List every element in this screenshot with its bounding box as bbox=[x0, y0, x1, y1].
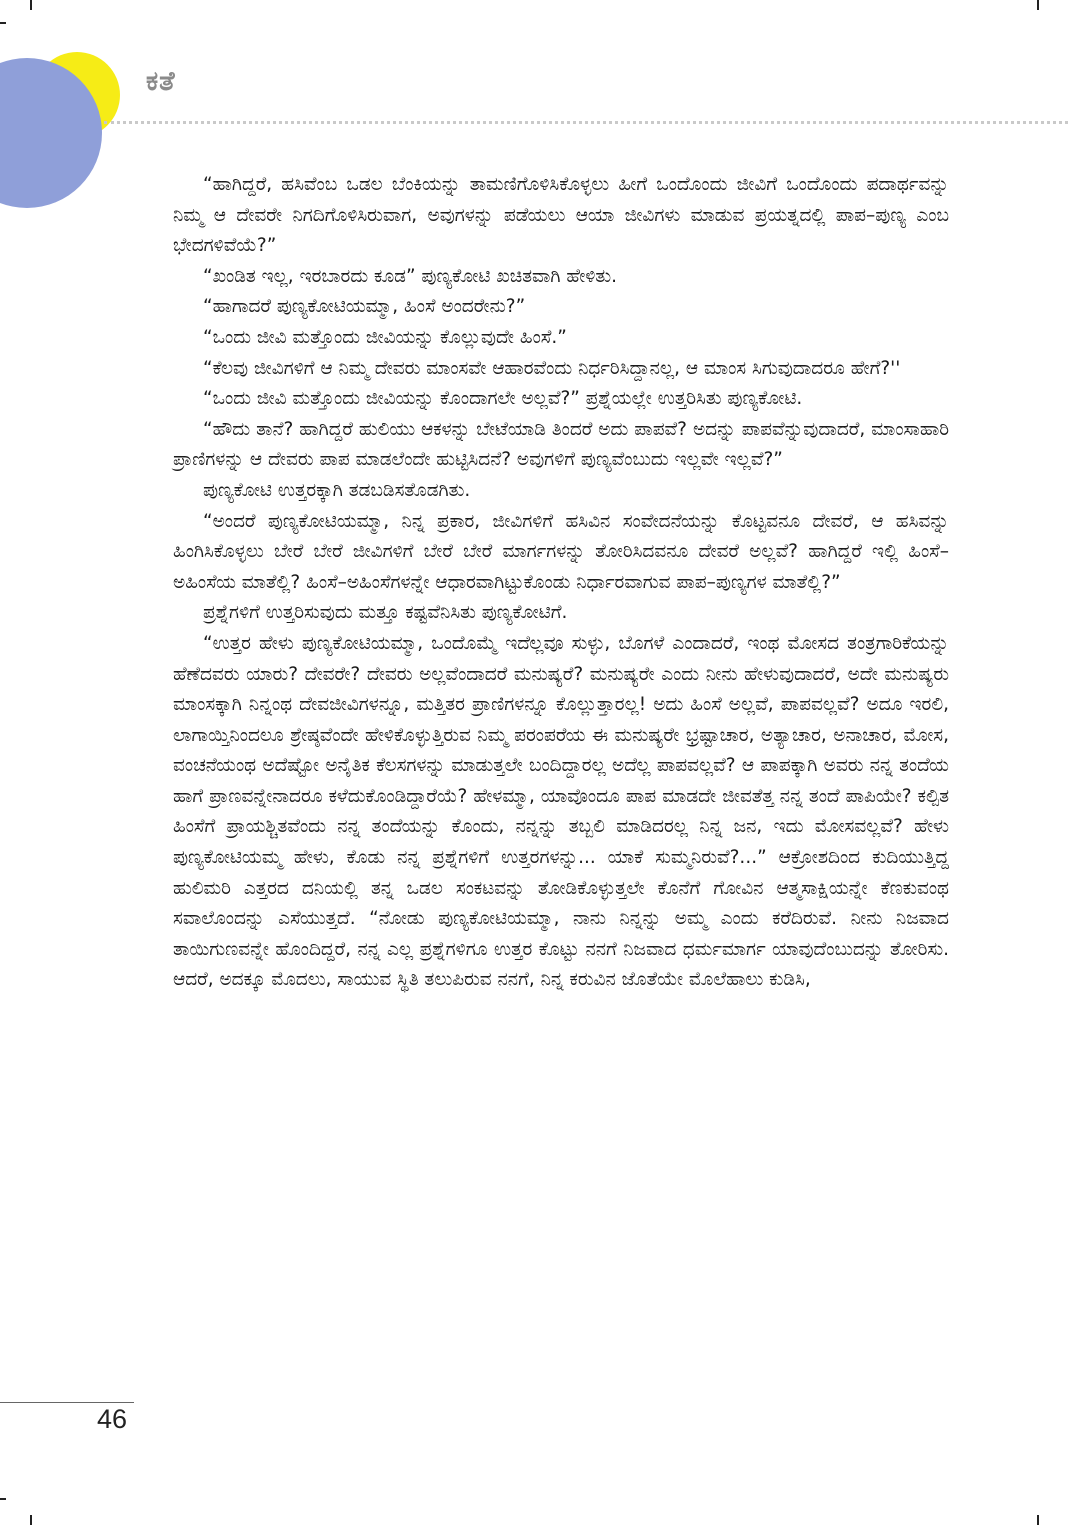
paragraph: “ಕೆಲವು ಜೀವಿಗಳಿಗೆ ಆ ನಿಮ್ಮ ದೇವರು ಮಾಂಸವೇ ಆಹಾರವೆಂದು ನಿರ್ಧರಿಸಿದ್ದಾನಲ್ಲ, ಆ ಮಾಂಸ ಸಿಗುವುದಾದರೂ ಹೇಗೆ?'' bbox=[203, 357, 901, 379]
crop-mark-top-right-v bbox=[1037, 0, 1039, 10]
dotted-divider bbox=[104, 121, 1068, 124]
story-text bbox=[173, 170, 949, 996]
page-number: 46 bbox=[97, 1404, 128, 1434]
crop-mark-top-left-h bbox=[0, 22, 6, 24]
crop-mark-top-left-v bbox=[30, 0, 32, 10]
paragraph: “ಒಂದು ಜೀವಿ ಮತ್ತೊಂದು ಜೀವಿಯನ್ನು ಕೊಂದಾಗಲೇ ಅಲ್ಲವೆ?” ಪ್ರಶ್ನೆಯಲ್ಲೇ ಉತ್ತರಿಸಿತು ಪುಣ್ಯಕೋಟಿ. bbox=[203, 388, 803, 410]
paragraph: ಪ್ರಶ್ನೆಗಳಿಗೆ ಉತ್ತರಿಸುವುದು ಮತ್ತೂ ಕಷ್ಟವೆನಿಸಿತು ಪುಣ್ಯಕೋಟಿಗೆ. bbox=[203, 602, 568, 624]
paragraph: “ಉತ್ತರ ಹೇಳು ಪುಣ್ಯಕೋಟಿಯಮ್ಮಾ, ಒಂದೊಮ್ಮೆ ಇದೆಲ್ಲವೂ ಸುಳ್ಳು, ಬೊಗಳೆ ಎಂದಾದರೆ, ಇಂಥ ಮೋಸದ ತಂತ್ರಗಾರಿಕೆಯನ್ನು ಹೆಣೆದವರು ಯಾರು? ದೇವರೇ? ದೇವರು ಅಲ್ಲವೆಂದಾದರೆ ಮನುಷ್ಯರೆ? ಮನುಷ್ಯರೇ ಎಂದು ನೀನು ಹೇಳುವುದಾದರೆ, ಅದೇ ಮನುಷ್ಯರು ಮಾಂಸಕ್ಕಾಗಿ ನಿನ್ನಂಥ ದೇವಜೀವಿಗಳನ್ನೂ, ಮತ್ತಿತರ ಪ್ರಾಣಿಗಳನ್ನೂ ಕೊಲ್ಲುತ್ತಾರಲ್ಲ! ಅದು ಹಿಂಸೆ ಅಲ್ಲವೆ, ಪಾಪವಲ್ಲವೆ? ಅದೂ ಇರಲಿ, ಲಾಗಾಯ್ತಿನಿಂದಲೂ ಶ್ರೇಷ್ಠವೆಂದೇ ಹೇಳಿಕೊಳ್ಳುತ್ತಿರುವ ನಿಮ್ಮ ಪರಂಪರೆಯ ಈ ಮನುಷ್ಯರೇ ಭ್ರಷ್ಟಾಚಾರ, ಅತ್ಯಾಚಾರ, ಅನಾಚಾರ, ಮೋಸ, ವಂಚನೆಯಂಥ ಅದೆಷ್ಟೋ ಅನೈತಿಕ ಕೆಲಸಗಳನ್ನು ಮಾಡುತ್ತಲೇ ಬಂದಿದ್ದಾರಲ್ಲ ಅದೆಲ್ಲ ಪಾಪವಲ್ಲವೆ? ಆ ಪಾಪಕ್ಕಾಗಿ ಅವರು ನನ್ನ ತಂದೆಯ ಹಾಗೆ ಪ್ರಾಣವನ್ನೇನಾದರೂ ಕಳೆದುಕೊಂಡಿದ್ದಾರೆಯೆ? ಹೇಳಮ್ಮಾ, ಯಾವೊಂದೂ ಪಾಪ ಮಾಡದೇ ಜೀವತೆತ್ತ ನನ್ನ ತಂದೆ ಪಾಪಿಯೇ? ಕಲ್ಪಿತ ಹಿಂಸೆಗೆ ಪ್ರಾಯಶ್ಚಿತವೆಂದು ನನ್ನ ತಂದೆಯನ್ನು ಕೊಂದು, ನನ್ನನ್ನು ತಬ್ಬಲಿ ಮಾಡಿದರಲ್ಲ ನಿನ್ನ ಜನ, ಇದು ಮೋಸವಲ್ಲವೆ? ಹೇಳು ಪುಣ್ಯಕೋಟಿಯಮ್ಮ ಹೇಳು, ಕೊಡು ನನ್ನ ಪ್ರಶ್ನೆಗಳಿಗೆ ಉತ್ತರಗಳನ್ನು... ಯಾಕೆ ಸುಮ್ಮನಿರುವೆ?...” ಆಕ್ರೋಶದಿಂದ ಕುದಿಯುತ್ತಿದ್ದ ಹುಲಿಮರಿ ಎತ್ತರದ ದನಿಯಲ್ಲಿ ತನ್ನ ಒಡಲ ಸಂಕಟವನ್ನು ತೋಡಿಕೊಳ್ಳುತ್ತಲೇ ಕೊನೆಗೆ ಗೋವಿನ ಆತ್ಮಸಾಕ್ಷಿಯನ್ನೇ ಕೆಣಕುವಂಥ ಸವಾಲೊಂದನ್ನು ಎಸೆಯುತ್ತದೆ. “ನೋಡು ಪುಣ್ಯಕೋಟಿಯಮ್ಮಾ, ನಾನು ನಿನ್ನನ್ನು ಅಮ್ಮ ಎಂದು ಕರೆದಿರುವೆ. ನೀನು ನಿಜವಾದ ತಾಯಿಗುಣವನ್ನೇ ಹೊಂದಿದ್ದರೆ, ನನ್ನ ಎಲ್ಲ ಪ್ರಶ್ನೆಗಳಿಗೂ ಉತ್ತರ ಕೊಟ್ಟು ನನಗೆ ನಿಜವಾದ ಧರ್ಮಮಾರ್ಗ ಯಾವುದೆಂಬುದನ್ನು ತೋರಿಸು. ಆದರೆ, ಅದಕ್ಕೂ ಮೊದಲು, ಸಾಯುವ ಸ್ಥಿತಿ ತಲುಪಿರುವ ನನಗೆ, ನಿನ್ನ ಕರುವಿನ ಜೊತೆಯೇ ಮೊಲೆಹಾಲು ಕುಡಿಸಿ, bbox=[173, 632, 949, 991]
paragraph: “ಒಂದು ಜೀವಿ ಮತ್ತೊಂದು ಜೀವಿಯನ್ನು ಕೊಲ್ಲುವುದೇ ಹಿಂಸೆ.” bbox=[203, 326, 567, 348]
paragraph: “ಅಂದರೆ ಪುಣ್ಯಕೋಟಿಯಮ್ಮಾ, ನಿನ್ನ ಪ್ರಕಾರ, ಜೀವಿಗಳಿಗೆ ಹಸಿವಿನ ಸಂವೇದನೆಯನ್ನು ಕೊಟ್ಟವನೂ ದೇವರೆ, ಆ ಹಸಿವನ್ನು ಹಿಂಗಿಸಿಕೊಳ್ಳಲು ಬೇರೆ ಬೇರೆ ಜೀವಿಗಳಿಗೆ ಬೇರೆ ಬೇರೆ ಮಾರ್ಗಗಳನ್ನು ತೋರಿಸಿದವನೂ ದೇವರೆ ಅಲ್ಲವೆ? ಹಾಗಿದ್ದರೆ ಇಲ್ಲಿ ಹಿಂಸೆ–ಅಹಿಂಸೆಯ ಮಾತೆಲ್ಲಿ? ಹಿಂಸೆ–ಅಹಿಂಸೆಗಳನ್ನೇ ಆಧಾರವಾಗಿಟ್ಟುಕೊಂಡು ನಿರ್ಧಾರವಾಗುವ ಪಾಪ–ಪುಣ್ಯಗಳ ಮಾತೆಲ್ಲಿ?” bbox=[173, 510, 949, 593]
paragraph: ಪುಣ್ಯಕೋಟಿ ಉತ್ತರಕ್ಕಾಗಿ ತಡಬಡಿಸತೊಡಗಿತು. bbox=[203, 479, 471, 501]
section-title: ಕತೆ bbox=[146, 66, 176, 97]
paragraph: “ಹಾಗಾದರೆ ಪುಣ್ಯಕೋಟಿಯಮ್ಮಾ, ಹಿಂಸೆ ಅಂದರೇನು?” bbox=[203, 296, 526, 318]
paragraph: “ಹಾಗಿದ್ದರೆ, ಹಸಿವೆಂಬ ಒಡಲ ಬೆಂಕಿಯನ್ನು ತಾಮಣಿಗೊಳಿಸಿಕೊಳ್ಳಲು ಹೀಗೆ ಒಂದೊಂದು ಜೀವಿಗೆ ಒಂದೊಂದು ಪದಾರ್ಥವನ್ನು ನಿಮ್ಮ ಆ ದೇವರೇ ನಿಗದಿಗೊಳಿಸಿರುವಾಗ, ಅವುಗಳನ್ನು ಪಡೆಯಲು ಆಯಾ ಜೀವಿಗಳು ಮಾಡುವ ಪ್ರಯತ್ನದಲ್ಲಿ ಪಾಪ–ಪುಣ್ಯ ಎಂಬ ಭೇದಗಳಿವೆಯೆ?” bbox=[173, 174, 949, 257]
paragraph: “ಹೌದು ತಾನೆ? ಹಾಗಿದ್ದರೆ ಹುಲಿಯು ಆಕಳನ್ನು ಬೇಟೆಯಾಡಿ ತಿಂದರೆ ಅದು ಪಾಪವೆ? ಅದನ್ನು ಪಾಪವೆನ್ನುವುದಾದರೆ, ಮಾಂಸಾಹಾರಿ ಪ್ರಾಣಿಗಳನ್ನು ಆ ದೇವರು ಪಾಪ ಮಾಡಲೆಂದೇ ಹುಟ್ಟಿಸಿದನೆ? ಅವುಗಳಿಗೆ ಪುಣ್ಯವೆಂಬುದು ಇಲ್ಲವೇ ಇಲ್ಲವೆ?” bbox=[173, 418, 949, 471]
crop-mark-bottom-right-v bbox=[1037, 1515, 1039, 1525]
crop-mark-bottom-left-v bbox=[30, 1515, 32, 1525]
paragraph: “ಖಂಡಿತ ಇಲ್ಲ, ಇರಬಾರದು ಕೂಡ” ಪುಣ್ಯಕೋಟಿ ಖಚಿತವಾಗಿ ಹೇಳಿತು. bbox=[203, 265, 617, 287]
footer-rule bbox=[0, 1402, 134, 1403]
crop-mark-bottom-left-h bbox=[0, 1498, 6, 1500]
